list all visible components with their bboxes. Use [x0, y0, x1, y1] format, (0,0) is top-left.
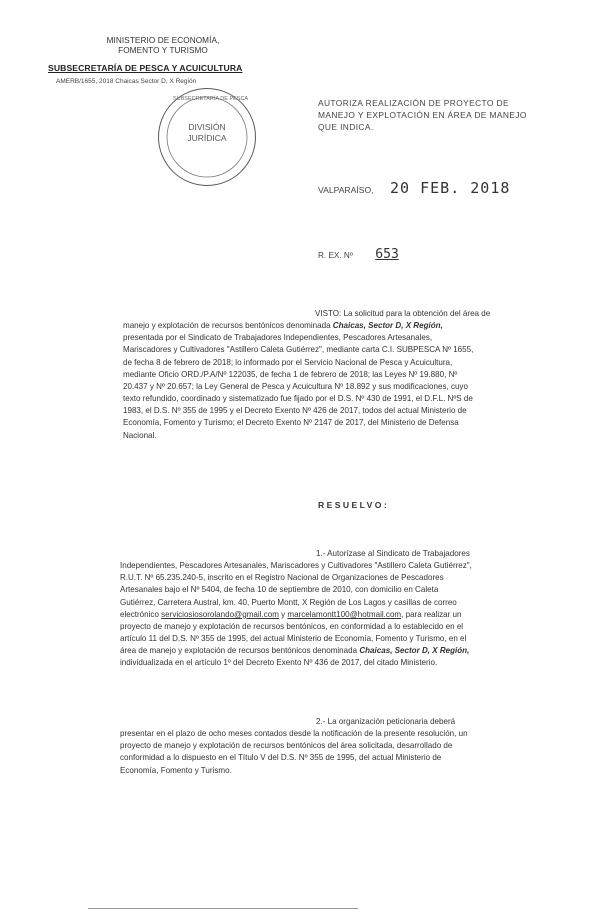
date-block — [318, 179, 510, 198]
visto-line: Economía, Fomento y Turismo; el Decreto Exento Nº 2147 de 2017, del Ministerio de Defensa — [123, 418, 459, 428]
item1-line: Artesanales bajo el Nº 5404, de fecha 10 de septiembre de 2010, con domicilio en Caleta — [120, 585, 439, 595]
item1-text: área de manejo y explotación de recursos bentónicos denominada — [120, 646, 360, 656]
resolution-number: 653 — [375, 247, 399, 262]
item1-text: y — [278, 609, 288, 619]
subsecretaria-heading: SUBSECRETARÍA DE PESCA Y ACUICULTURA — [48, 63, 243, 73]
visto-paragraph — [123, 308, 543, 442]
visto-text: manejo y explotación de recursos bentónicos denominada — [123, 321, 333, 331]
item2-line: proyecto de manejo y explotación de recursos bentónicos del área solicitada, desarrollado de — [120, 741, 453, 751]
title-line2: MANEJO Y EXPLOTACIÓN EN ÁREA DE MANEJO — [318, 110, 527, 120]
visto-line: Nacional. — [123, 430, 157, 440]
resolution-title — [318, 97, 558, 133]
item1-text: , para realizar un — [401, 609, 462, 619]
item1-line — [120, 609, 544, 621]
item1-line: Independientes, Pescadores Artesanales, Mariscadores y Cultivadores "Astillero Caleta Gutiérrez", — [120, 561, 472, 571]
item2-line: presentar en el plazo de ocho meses contados desde la notificación de la presente resolución, un — [120, 729, 468, 739]
visto-line: de fecha 8 de febrero de 2018; lo informado por el Servicio Nacional de Pesca y Acuicultura, — [123, 357, 453, 367]
stamp-ring-text: SUBSECRETARÍA DE PESCA — [173, 96, 249, 102]
item2-line: 2.- La organización peticionaria deberá — [316, 717, 456, 726]
item1-line: individualizada en el artículo 1º del Decreto Exento Nº 436 de 2017, del citado Ministerio. — [120, 658, 438, 668]
item1-line: Gutiérrez, Carretera Austral, km. 40, Puerto Montt, X Región de Los Lagos y casillas de correo — [120, 597, 457, 607]
item1-text: electrónico — [120, 609, 162, 619]
visto-line — [123, 320, 543, 332]
visto-line: 20.437 y Nº 20.657; la Ley General de Pesca y Acuicultura Nº 18.892 y sus modificaciones, cuyo — [123, 381, 468, 391]
item1-paragraph — [120, 548, 544, 670]
visto-line: VISTO: La solicitud para la obtención del área de — [315, 309, 491, 318]
stamp-line2: JURÍDICA — [187, 133, 227, 143]
title-line1: AUTORIZA REALIZACIÓN DE PROYECTO DE — [318, 98, 509, 108]
date-city: VALPARAÍSO, — [318, 185, 374, 195]
visto-line: Mariscadores y Cultivadores "Astillero Caleta Gutiérrez", mediante carta C.I. SUBPESCA Nº 1655, — [123, 345, 474, 355]
email-link-1[interactable]: serviciosiosorolando@gmail.com — [161, 609, 279, 619]
item1-line: 1.- Autorízase al Sindicato de Trabajadores — [316, 549, 470, 558]
visto-line: texto refundido, coordinado y sistematizado fue fijado por el D.S. Nº 430 de 1991, el D.F.L. NºS de — [123, 394, 473, 404]
visto-line: 1983, el D.S. Nº 355 de 1995 y el Decreto Exento Nº 426 de 2017, todos del actual Ministerio de — [123, 406, 467, 416]
item2-paragraph — [120, 716, 544, 777]
division-juridica-stamp — [158, 88, 256, 186]
reference-line: AMERB/1655, 2018 Chaicas Sector D, X Región — [56, 78, 197, 85]
footer-divider — [88, 908, 358, 909]
item2-line: Economía, Fomento y Turismo. — [120, 765, 232, 775]
resolution-prefix: R. EX. Nº — [318, 251, 353, 260]
ministry-line1: MINISTERIO DE ECONOMÍA, — [106, 36, 220, 45]
item2-line: conformidad a lo dispuesto en el Título V del D.S. Nº 355 de 1995, del actual Ministerio de — [120, 753, 442, 763]
item1-line — [120, 645, 544, 657]
area-name: Chaicas, Sector D, X Región, — [332, 321, 443, 331]
visto-line: mediante Oficio ORD./P.A/Nº 122035, de fecha 1 de febrero de 2018; las Leyes Nº 19.880, Nº — [123, 369, 458, 379]
stamp-line1: DIVISIÓN — [188, 122, 226, 132]
visto-line: presentada por el Sindicato de Trabajadores Independientes, Pescadores Artesanales, — [123, 333, 433, 343]
stamp-text — [167, 122, 247, 144]
ministry-header — [88, 36, 238, 56]
item1-line: artículo 11 del D.S. Nº 355 de 1995, del actual Ministerio de Economía, Fomento y Turismo, en el — [120, 634, 467, 644]
resolution-number-block — [318, 245, 399, 263]
ministry-line2: FOMENTO Y TURISMO — [118, 46, 208, 55]
item1-line: proyecto de manejo y explotación de recursos bentónicos, en conformidad a lo establecido en el — [120, 621, 464, 631]
email-link-2[interactable]: marcelamontt100@hotmail.com — [287, 609, 402, 619]
area-name: Chaicas, Sector D, X Región, — [359, 646, 470, 656]
date-value: 20 FEB. 2018 — [390, 179, 511, 197]
item1-line: R.U.T. Nº 65.235.240-5, inscrito en el Registro Nacional de Organizaciones de Pescadores — [120, 573, 444, 583]
title-line3: QUE INDICA. — [318, 122, 374, 132]
resuelvo-heading: RESUELVO: — [318, 500, 390, 510]
